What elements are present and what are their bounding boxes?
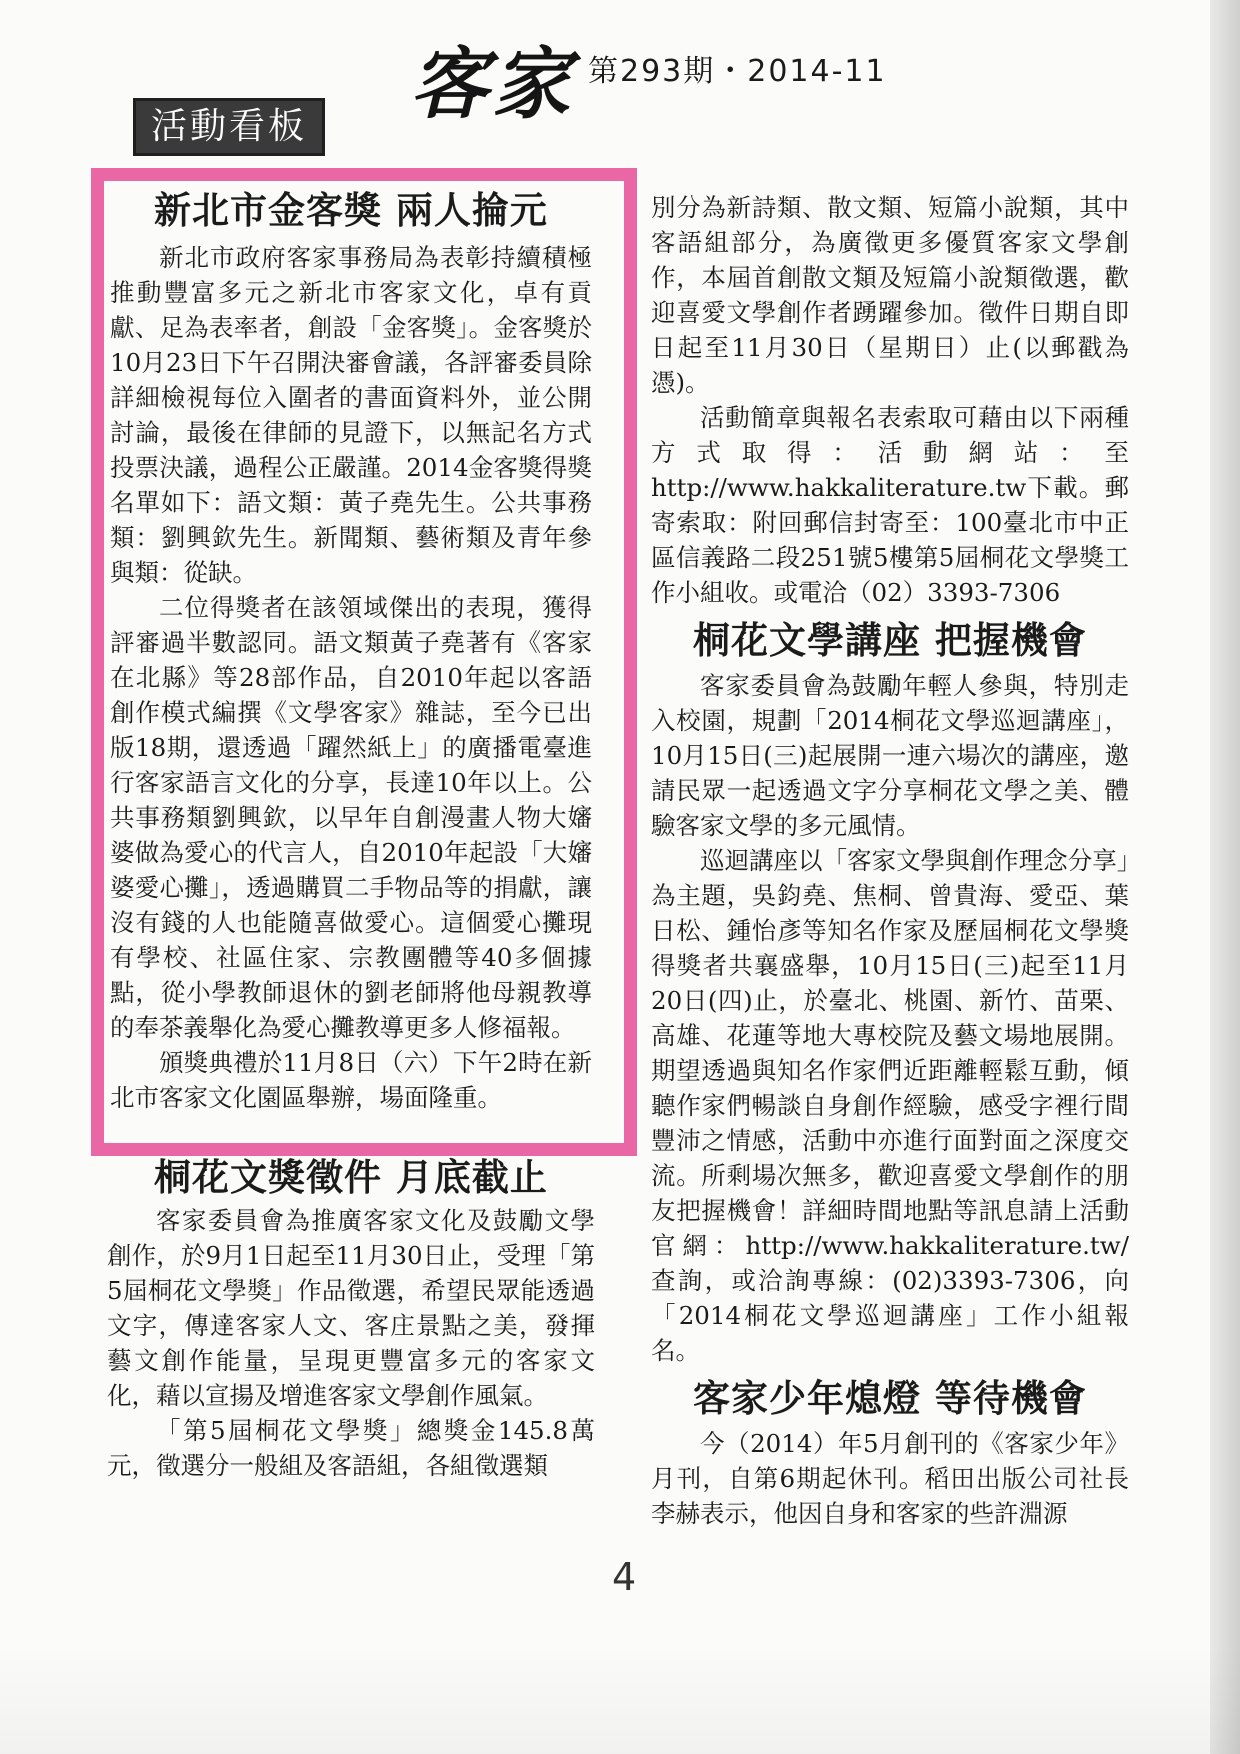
paragraph: 今（2014）年5月創刊的《客家少年》月刊，自第6期起休刊。稻田出版公司社長李赫表示，他因自身和客家的些許淵源 [651, 1429, 1129, 1528]
article-tung-call [107, 1153, 595, 1483]
paragraph: 活動簡章與報名表索取可藉由以下兩種方式取得：活動網站：至http://www.hakkaliterature.tw下載。郵寄索取：附回郵信封寄至：100臺北市中正區信義路二段251號5樓第5屆桐花文學獎工作小組收。或電洽（02）3393-7306 [651, 403, 1129, 607]
headline-tung-lecture: 桐花文學講座 把握機會 [693, 619, 1087, 662]
article-golden-award [110, 186, 592, 1115]
headline-tung-call: 桐花文獎徵件 月底截止 [154, 1156, 548, 1199]
section-tag: 活動看板 [133, 98, 325, 156]
paragraph: 二位得獎者在該領域傑出的表現，獲得評審過半數認同。語文類黃子堯著有《客家在北縣》等28部作品，自2010年起以客語創作模式編撰《文學客家》雜誌，至今已出版18期，還透過「躍然紙上」的廣播電臺進行客家語言文化的分享，長達10年以上。公共事務類劉興欽，以早年自創漫畫人物大嬸婆做為愛心的代言人，自2010年起設「大嬸婆愛心攤」，透過購買二手物品等的捐獻，讓沒有錢的人也能隨喜做愛心。這個愛心攤現有學校、社區住家、宗教團體等40多個據點，從小學教師退休的劉老師將他母親教導的奉茶義舉化為愛心攤教導更多人修福報。 [110, 593, 592, 1042]
paragraph: 客家委員會為推廣客家文化及鼓勵文學創作，於9月1日起至11月30日止，受理「第5屆桐花文學獎」作品徵選，希望民眾能透過文字，傳達客家人文、客庄景點之美，發揮藝文創作能量，呈現更豐富多元的客家文化，藉以宣揚及增進客家文學創作風氣。 [107, 1206, 595, 1410]
issue-label: 第293期・2014-11 [588, 54, 887, 89]
paragraph: 頒獎典禮於11月8日（六）下午2時在新北市客家文化園區舉辦，場面隆重。 [110, 1048, 592, 1112]
page-number: 4 [612, 1555, 637, 1599]
page-binding-edge [1210, 0, 1240, 1754]
headline-hakka-youth: 客家少年熄燈 等待機會 [693, 1377, 1087, 1420]
paragraph: 客家委員會為鼓勵年輕人參與，特別走入校園，規劃「2014桐花文學巡迴講座」，10月15日(三)起展開一連六場次的講座，邀請民眾一起透過文字分享桐花文學之美、體驗客家文學的多元風情。 [651, 671, 1129, 840]
paragraph-continued: 別分為新詩類、散文類、短篇小說類，其中客語組部分，為廣徵更多優質客家文學創作，本屆首創散文類及短篇小說類徵選，歡迎喜愛文學創作者踴躍參加。徵件日期自即日起至11月30日（星期日）止(以郵戳為憑)。 [651, 193, 1129, 397]
page-bottom-shade [0, 1644, 1240, 1754]
right-column [651, 190, 1129, 1531]
paragraph: 新北市政府客家事務局為表彰持續積極推動豐富多元之新北市客家文化，卓有貢獻、足為表率者，創設「金客獎」。金客獎於10月23日下午召開決審會議，各評審委員除詳細檢視每位入圍者的書面資料外，並公開討論，最後在律師的見證下，以無記名方式投票決議，過程公正嚴謹。2014金客獎得獎名單如下：語文類：黃子堯先生。公共事務類：劉興欽先生。新聞類、藝術類及青年參與類：從缺。 [110, 243, 592, 587]
paragraph: 巡迴講座以「客家文學與創作理念分享」為主題，吳鈞堯、焦桐、曾貴海、愛亞、葉日松、鍾怡彥等知名作家及歷屆桐花文學獎得獎者共襄盛舉，10月15日(三)起至11月20日(四)止，於臺北、桃園、新竹、苗栗、高雄、花蓮等地大專校院及藝文場地展開。期望透過與知名作家們近距離輕鬆互動，傾聽作家們暢談自身創作經驗，感受字裡行間豐沛之情感，活動中亦進行面對面之深度交流。所剩場次無多，歡迎喜愛文學創作的朋友把握機會！詳細時間地點等訊息請上活動官網：http://www.hakkaliterature.tw/查詢，或洽詢專線：(02)3393-7306，向「2014桐花文學巡迴講座」工作小組報名。 [651, 846, 1129, 1365]
headline-golden-award: 新北市金客獎 兩人掄元 [154, 189, 548, 232]
magazine-logo: 客家 [410, 39, 575, 130]
paragraph: 「第5屆桐花文學獎」總獎金145.8萬元，徵選分一般組及客語組，各組徵選類 [107, 1416, 595, 1480]
